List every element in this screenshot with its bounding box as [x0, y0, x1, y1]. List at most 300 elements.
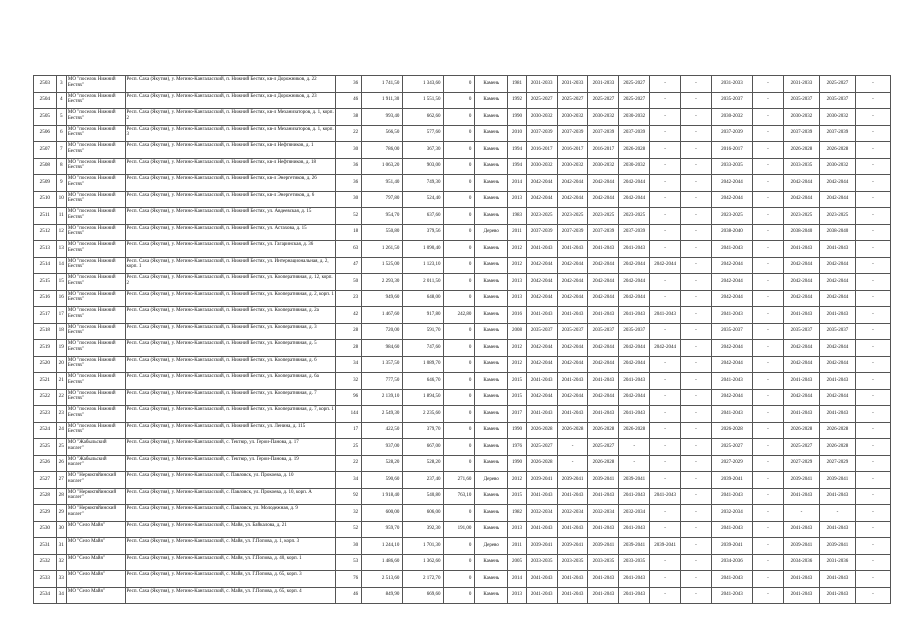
cell-period-8: -: [753, 373, 784, 390]
cell-municipality: МО "поселок Нижний Бестях": [66, 257, 125, 274]
cell-period-3: 2042-2044: [588, 175, 619, 192]
cell-period-5: -: [650, 422, 681, 439]
cell-apartments-count: 17: [336, 422, 362, 439]
cell-period-1: 2041-2043: [526, 571, 557, 588]
cell-year-built: 1990: [508, 109, 527, 126]
cell-period-11: -: [855, 488, 890, 505]
cell-wall-material: Камень: [475, 373, 508, 390]
cell-total-area: 600,00: [362, 505, 403, 522]
cell-nonresidential-area: 0: [444, 224, 475, 241]
cell-period-1: 2030-2032: [526, 158, 557, 175]
cell-period-11: -: [855, 109, 890, 126]
cell-local-number: 3: [56, 76, 66, 93]
table-row: [34, 323, 891, 340]
cell-total-area: 2 549,30: [362, 406, 403, 423]
table-row: [34, 439, 891, 456]
cell-row-number: 2503: [34, 76, 57, 93]
cell-period-1: 2042-2044: [526, 290, 557, 307]
cell-year-built: 2014: [508, 175, 527, 192]
cell-period-4: 2026-2028: [619, 422, 650, 439]
cell-period-9: 2041-2043: [783, 587, 819, 604]
cell-local-number: 18: [56, 323, 66, 340]
cell-address: Респ. Саха (Якутия), у. Мегино-Кангаласский, с. Майя, ул. Байкалова, д. 21: [125, 521, 336, 538]
cell-nonresidential-area: 0: [444, 125, 475, 142]
cell-total-area: 1 063,20: [362, 158, 403, 175]
cell-period-10: 2041-2043: [819, 241, 855, 258]
cell-period-2: 2030-2032: [557, 109, 588, 126]
table-row: [34, 142, 891, 159]
cell-period-8: -: [753, 323, 784, 340]
cell-period-6: -: [681, 505, 712, 522]
cell-apartments-count: 46: [336, 587, 362, 604]
cell-municipality: МО "Село Майя": [66, 538, 125, 555]
cell-period-8: -: [753, 224, 784, 241]
cell-period-1: 2041-2043: [526, 373, 557, 390]
cell-nonresidential-area: 0: [444, 538, 475, 555]
cell-address: Респ. Саха (Якутия), у. Мегино-Кангаласский, п. Нижний Бестях, ул. Кооперативная, д. 2а: [125, 307, 336, 324]
cell-local-number: 29: [56, 505, 66, 522]
cell-period-2: 2037-2039: [557, 224, 588, 241]
cell-period-1: 2037-2039: [526, 125, 557, 142]
cell-period-3: 2041-2043: [588, 373, 619, 390]
cell-local-number: 21: [56, 373, 66, 390]
cell-nonresidential-area: 0: [444, 208, 475, 225]
cell-period-3: 2016-2017: [588, 142, 619, 159]
table-row: [34, 290, 891, 307]
cell-row-number: 2531: [34, 538, 57, 555]
cell-period-8: -: [753, 340, 784, 357]
cell-living-area: 648,00: [403, 290, 444, 307]
cell-period-6: -: [681, 142, 712, 159]
cell-period-9: 2041-2043: [783, 521, 819, 538]
cell-period-8: -: [753, 191, 784, 208]
cell-period-11: -: [855, 257, 890, 274]
cell-total-area: 993,40: [362, 109, 403, 126]
cell-period-9: 2041-2043: [783, 307, 819, 324]
cell-period-5: -: [650, 554, 681, 571]
cell-period-10: 2041-2043: [819, 521, 855, 538]
cell-period-7: 2033-2035: [711, 158, 752, 175]
cell-period-9: 2042-2044: [783, 257, 819, 274]
cell-address: Респ. Саха (Якутия), у. Мегино-Кангаласский, с. Майя, ул. Г.Попова, д. 1, корп. 3: [125, 538, 336, 555]
cell-period-2: 2041-2043: [557, 488, 588, 505]
cell-row-number: 2527: [34, 472, 57, 489]
cell-municipality: МО "поселок Нижний Бестях": [66, 406, 125, 423]
table-row: [34, 373, 891, 390]
cell-period-6: -: [681, 76, 712, 93]
cell-period-8: -: [753, 109, 784, 126]
cell-municipality: МО "поселок Нижний Бестях": [66, 175, 125, 192]
cell-period-7: 2042-2044: [711, 175, 752, 192]
cell-apartments-count: 18: [336, 224, 362, 241]
cell-period-6: -: [681, 356, 712, 373]
cell-wall-material: Дерево: [475, 538, 508, 555]
cell-nonresidential-area: 0: [444, 241, 475, 258]
cell-wall-material: Камень: [475, 125, 508, 142]
cell-local-number: 14: [56, 257, 66, 274]
cell-local-number: 13: [56, 241, 66, 258]
cell-period-11: -: [855, 290, 890, 307]
cell-period-6: -: [681, 323, 712, 340]
cell-local-number: 17: [56, 307, 66, 324]
cell-period-9: 2033-2035: [783, 158, 819, 175]
cell-period-4: 2041-2043: [619, 521, 650, 538]
cell-period-1: 2037-2039: [526, 224, 557, 241]
cell-period-8: -: [753, 439, 784, 456]
cell-row-number: 2530: [34, 521, 57, 538]
cell-period-9: 2042-2044: [783, 389, 819, 406]
cell-local-number: 28: [56, 488, 66, 505]
cell-row-number: 2534: [34, 587, 57, 604]
cell-period-8: -: [753, 356, 784, 373]
cell-total-area: 1 486,60: [362, 554, 403, 571]
cell-period-10: 2042-2044: [819, 191, 855, 208]
cell-apartments-count: 30: [336, 142, 362, 159]
cell-wall-material: Камень: [475, 191, 508, 208]
cell-period-5: -: [650, 241, 681, 258]
cell-address: Респ. Саха (Якутия), у. Мегино-Кангаласский, п. Нижний Бестях, кв-л Дорожников, д. 23: [125, 92, 336, 109]
table-row: [34, 538, 891, 555]
cell-period-6: -: [681, 340, 712, 357]
cell-nonresidential-area: 0: [444, 554, 475, 571]
cell-period-3: 2025-2027: [588, 92, 619, 109]
cell-nonresidential-area: 0: [444, 439, 475, 456]
cell-year-built: 1976: [508, 439, 527, 456]
cell-year-built: 2012: [508, 241, 527, 258]
table-row: [34, 571, 891, 588]
cell-address: Респ. Саха (Якутия), у. Мегино-Кангаласский, п. Нижний Бестях, кв-л Энергетиков, д. 26: [125, 175, 336, 192]
cell-period-7: 2041-2043: [711, 307, 752, 324]
cell-municipality: МО "поселок Нижний Бестях": [66, 208, 125, 225]
cell-total-area: 1 261,50: [362, 241, 403, 258]
cell-living-area: 1 343,60: [403, 76, 444, 93]
cell-period-3: 2039-2041: [588, 472, 619, 489]
cell-period-1: 2026-2028: [526, 422, 557, 439]
cell-wall-material: Камень: [475, 158, 508, 175]
cell-wall-material: Камень: [475, 521, 508, 538]
cell-period-9: 2042-2044: [783, 290, 819, 307]
cell-period-11: -: [855, 340, 890, 357]
cell-row-number: 2525: [34, 439, 57, 456]
cell-period-10: 2023-2025: [819, 208, 855, 225]
cell-wall-material: Камень: [475, 389, 508, 406]
cell-row-number: 2520: [34, 356, 57, 373]
cell-period-11: -: [855, 241, 890, 258]
cell-address: Респ. Саха (Якутия), у. Мегино-Кангаласский, п. Нижний Бестях, кв-л Дорожников, д. 22: [125, 76, 336, 93]
cell-period-1: 2042-2044: [526, 340, 557, 357]
cell-period-9: 2042-2044: [783, 356, 819, 373]
cell-period-2: 2030-2032: [557, 158, 588, 175]
cell-address: Респ. Саха (Якутия), у. Мегино-Кангаласский, п. Нижний Бестях, ул. Кооперативная, д. 3: [125, 323, 336, 340]
cell-period-7: 2042-2044: [711, 389, 752, 406]
cell-row-number: 2517: [34, 307, 57, 324]
cell-local-number: 22: [56, 389, 66, 406]
table-row: [34, 455, 891, 472]
cell-period-2: 2042-2044: [557, 274, 588, 291]
cell-period-7: 2038-2040: [711, 224, 752, 241]
cell-address: Респ. Саха (Якутия), у. Мегино-Кангаласский, п. Нижний Бестях, ул. Кооперативная, д. 5: [125, 340, 336, 357]
cell-apartments-count: 23: [336, 290, 362, 307]
cell-nonresidential-area: 0: [444, 571, 475, 588]
cell-period-10: 2026-2028: [819, 422, 855, 439]
cell-period-10: 2041-2043: [819, 488, 855, 505]
cell-row-number: 2521: [34, 373, 57, 390]
cell-period-4: 2030-2032: [619, 109, 650, 126]
cell-period-2: 2041-2043: [557, 521, 588, 538]
cell-period-4: 2037-2039: [619, 224, 650, 241]
cell-period-4: 2042-2044: [619, 257, 650, 274]
cell-apartments-count: 144: [336, 406, 362, 423]
cell-period-7: 2035-2037: [711, 92, 752, 109]
cell-row-number: 2506: [34, 125, 57, 142]
cell-period-6: -: [681, 92, 712, 109]
cell-total-area: 949,60: [362, 290, 403, 307]
cell-apartments-count: 30: [336, 191, 362, 208]
cell-period-9: 2035-2037: [783, 92, 819, 109]
cell-period-6: -: [681, 307, 712, 324]
cell-period-9: 2035-2037: [783, 323, 819, 340]
cell-municipality: МО "поселок Нижний Бестях": [66, 241, 125, 258]
table-row: [34, 488, 891, 505]
cell-period-7: 2037-2039: [711, 125, 752, 142]
cell-period-4: 2025-2027: [619, 76, 650, 93]
cell-period-5: 2042-2044: [650, 340, 681, 357]
cell-period-9: 2027-2029: [783, 455, 819, 472]
cell-living-area: 1 551,50: [403, 92, 444, 109]
cell-period-5: -: [650, 389, 681, 406]
cell-period-1: 2042-2044: [526, 356, 557, 373]
cell-year-built: 2008: [508, 323, 527, 340]
cell-municipality: МО "поселок Нижний Бестях": [66, 158, 125, 175]
cell-period-3: 2030-2032: [588, 158, 619, 175]
cell-wall-material: Дерево: [475, 472, 508, 489]
cell-period-10: 2025-2027: [819, 76, 855, 93]
cell-apartments-count: 32: [336, 373, 362, 390]
cell-period-3: 2042-2044: [588, 257, 619, 274]
cell-apartments-count: 52: [336, 521, 362, 538]
cell-period-5: -: [650, 455, 681, 472]
cell-apartments-count: 96: [336, 389, 362, 406]
cell-period-8: -: [753, 76, 784, 93]
cell-year-built: 2013: [508, 521, 527, 538]
cell-address: Респ. Саха (Якутия), у. Мегино-Кангаласский, п. Нижний Бестях, кв-л Нефтяников, д. 1: [125, 142, 336, 159]
cell-total-area: 937,00: [362, 439, 403, 456]
cell-period-5: -: [650, 274, 681, 291]
cell-local-number: 10: [56, 191, 66, 208]
cell-period-3: 2032-2034: [588, 505, 619, 522]
cell-period-3: 2023-2025: [588, 208, 619, 225]
table-row: [34, 208, 891, 225]
cell-period-8: -: [753, 406, 784, 423]
cell-total-area: 849,90: [362, 587, 403, 604]
cell-period-9: 2041-2043: [783, 241, 819, 258]
cell-address: Респ. Саха (Якутия), у. Мегино-Кангаласский, п. Нижний Бестях, кв-л Энергетиков, д. 6: [125, 191, 336, 208]
cell-period-7: 2023-2025: [711, 208, 752, 225]
cell-period-1: 2026-2028: [526, 455, 557, 472]
cell-period-11: -: [855, 142, 890, 159]
cell-year-built: 2012: [508, 257, 527, 274]
cell-total-area: 777,50: [362, 373, 403, 390]
cell-period-1: 2032-2034: [526, 505, 557, 522]
cell-period-8: -: [753, 505, 784, 522]
cell-period-3: 2033-2035: [588, 554, 619, 571]
cell-address: Респ. Саха (Якутия), у. Мегино-Кангаласский, п. Нижний Бестях, ул. Кооперативная, д. 7, корп. 1: [125, 406, 336, 423]
cell-nonresidential-area: 0: [444, 109, 475, 126]
cell-year-built: 2017: [508, 406, 527, 423]
cell-row-number: 2512: [34, 224, 57, 241]
cell-wall-material: Камень: [475, 323, 508, 340]
cell-period-6: -: [681, 439, 712, 456]
cell-local-number: 31: [56, 538, 66, 555]
cell-period-7: 2026-2028: [711, 422, 752, 439]
cell-period-1: 2031-2033: [526, 76, 557, 93]
cell-period-2: -: [557, 455, 588, 472]
cell-living-area: 1 090,40: [403, 241, 444, 258]
document-sheet: [33, 75, 891, 604]
cell-wall-material: Камень: [475, 92, 508, 109]
cell-period-11: -: [855, 472, 890, 489]
cell-nonresidential-area: 0: [444, 587, 475, 604]
cell-wall-material: Камень: [475, 587, 508, 604]
cell-period-4: 2042-2044: [619, 175, 650, 192]
cell-living-area: 662,60: [403, 109, 444, 126]
cell-period-5: -: [650, 175, 681, 192]
cell-address: Респ. Саха (Якутия), у. Мегино-Кангаласский, с. Тектюр, ул. Герои-Панова, д. 19: [125, 455, 336, 472]
cell-apartments-count: 34: [336, 472, 362, 489]
cell-municipality: МО "поселок Нижний Бестях": [66, 323, 125, 340]
cell-period-11: -: [855, 125, 890, 142]
cell-living-area: 747,60: [403, 340, 444, 357]
cell-period-3: 2025-2027: [588, 439, 619, 456]
cell-period-6: -: [681, 455, 712, 472]
cell-period-6: -: [681, 488, 712, 505]
cell-period-7: 2041-2043: [711, 241, 752, 258]
cell-period-7: 2031-2033: [711, 76, 752, 93]
cell-municipality: МО "поселок Нижний Бестях": [66, 356, 125, 373]
cell-address: Респ. Саха (Якутия), у. Мегино-Кангаласский, п. Нижний Бестях, ул. Кооперативная, д. 7: [125, 389, 336, 406]
cell-period-1: 2035-2037: [526, 323, 557, 340]
cell-period-5: -: [650, 521, 681, 538]
cell-period-4: 2041-2043: [619, 488, 650, 505]
cell-period-3: 2041-2043: [588, 488, 619, 505]
cell-living-area: 392,30: [403, 521, 444, 538]
table-row: [34, 389, 891, 406]
cell-wall-material: Камень: [475, 290, 508, 307]
cell-wall-material: Камень: [475, 340, 508, 357]
cell-living-area: 917,80: [403, 307, 444, 324]
cell-living-area: 1 123,10: [403, 257, 444, 274]
cell-period-2: 2042-2044: [557, 257, 588, 274]
cell-local-number: 16: [56, 290, 66, 307]
cell-period-1: 2039-2041: [526, 538, 557, 555]
cell-apartments-count: 36: [336, 175, 362, 192]
cell-period-9: 2042-2044: [783, 191, 819, 208]
cell-year-built: 2015: [508, 488, 527, 505]
cell-wall-material: Камень: [475, 356, 508, 373]
cell-period-2: 2025-2027: [557, 92, 588, 109]
table-row: [34, 472, 891, 489]
cell-period-5: -: [650, 472, 681, 489]
cell-period-11: -: [855, 208, 890, 225]
cell-local-number: 20: [56, 356, 66, 373]
cell-living-area: 237,40: [403, 472, 444, 489]
cell-period-3: 2042-2044: [588, 356, 619, 373]
cell-total-area: 797,80: [362, 191, 403, 208]
table-row: [34, 587, 891, 604]
cell-period-11: -: [855, 356, 890, 373]
cell-period-5: -: [650, 208, 681, 225]
cell-nonresidential-area: 0: [444, 406, 475, 423]
cell-row-number: 2508: [34, 158, 57, 175]
cell-year-built: 1990: [508, 422, 527, 439]
cell-wall-material: Дерево: [475, 224, 508, 241]
cell-total-area: 1 525,00: [362, 257, 403, 274]
cell-period-9: 2026-2028: [783, 422, 819, 439]
cell-nonresidential-area: 0: [444, 422, 475, 439]
cell-period-10: 2035-2037: [819, 92, 855, 109]
cell-period-10: 2039-2041: [819, 538, 855, 555]
cell-period-11: -: [855, 587, 890, 604]
cell-period-6: -: [681, 208, 712, 225]
cell-period-10: 2041-2043: [819, 373, 855, 390]
cell-living-area: 606,00: [403, 505, 444, 522]
cell-address: Респ. Саха (Якутия), у. Мегино-Кангаласский, п. Нижний Бестях, ул. Интернациональная, д. 2, корп. 1: [125, 257, 336, 274]
cell-municipality: МО "Село Майя": [66, 571, 125, 588]
cell-municipality: МО "поселок Нижний Бестях": [66, 125, 125, 142]
cell-period-7: 2041-2043: [711, 571, 752, 588]
cell-address: Респ. Саха (Якутия), у. Мегино-Кангаласский, п. Нижний Бестях, ул. Астахова, д. 15: [125, 224, 336, 241]
cell-period-9: 2042-2044: [783, 274, 819, 291]
cell-period-8: -: [753, 92, 784, 109]
cell-nonresidential-area: 271,60: [444, 472, 475, 489]
cell-period-8: -: [753, 422, 784, 439]
cell-row-number: 2524: [34, 422, 57, 439]
cell-living-area: 1 701,30: [403, 538, 444, 555]
cell-apartments-count: 50: [336, 274, 362, 291]
cell-year-built: 2012: [508, 340, 527, 357]
cell-period-4: 2033-2035: [619, 554, 650, 571]
cell-period-2: 2042-2044: [557, 340, 588, 357]
cell-period-11: -: [855, 538, 890, 555]
cell-period-4: 2030-2032: [619, 158, 650, 175]
cell-period-2: 2026-2028: [557, 422, 588, 439]
cell-address: Респ. Саха (Якутия), у. Мегино-Кангаласский, с. Майя, ул. Г.Попова, д. 65, корп. 3: [125, 571, 336, 588]
cell-apartments-count: 47: [336, 257, 362, 274]
cell-total-area: 720,00: [362, 323, 403, 340]
cell-period-10: 2037-2039: [819, 125, 855, 142]
table-body: [34, 76, 891, 604]
cell-nonresidential-area: 0: [444, 505, 475, 522]
cell-period-10: 2041-2043: [819, 406, 855, 423]
cell-address: Респ. Саха (Якутия), у. Мегино-Кангаласский, с. Павловск, ул. Прокоева, д. 10, корп. А: [125, 488, 336, 505]
cell-apartments-count: 63: [336, 241, 362, 258]
cell-period-2: 2041-2043: [557, 406, 588, 423]
cell-municipality: МО "Нерюктяйинский наслег": [66, 472, 125, 489]
cell-period-1: 2042-2044: [526, 389, 557, 406]
cell-year-built: 1994: [508, 142, 527, 159]
cell-local-number: 24: [56, 422, 66, 439]
cell-living-area: 2 172,70: [403, 571, 444, 588]
cell-nonresidential-area: 0: [444, 257, 475, 274]
cell-apartments-count: 52: [336, 208, 362, 225]
cell-local-number: 12: [56, 224, 66, 241]
cell-year-built: 1982: [508, 505, 527, 522]
cell-living-area: 367,30: [403, 142, 444, 159]
cell-nonresidential-area: 191,00: [444, 521, 475, 538]
cell-wall-material: Камень: [475, 488, 508, 505]
cell-period-5: 2041-2043: [650, 488, 681, 505]
cell-period-5: -: [650, 92, 681, 109]
